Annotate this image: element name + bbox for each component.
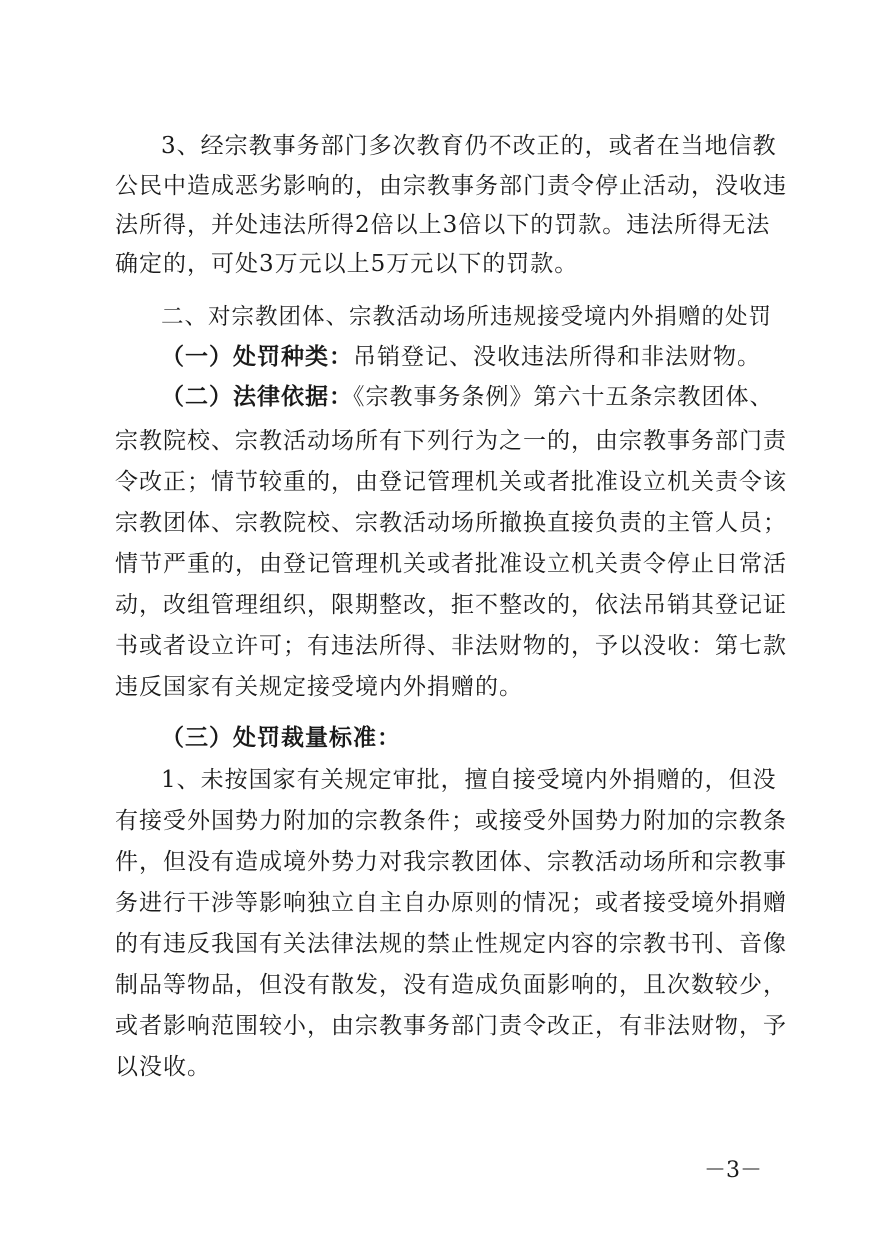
paragraph-line: 令改正；情节较重的，由登记管理机关或者批准设立机关责令该 — [115, 469, 787, 495]
paragraph-line: 情节严重的，由登记管理机关或者批准设立机关责令停止日常活 — [115, 551, 787, 577]
paragraph-line: 的有违反我国有关法律法规的禁止性规定内容的宗教书刊、音像 — [115, 931, 787, 957]
paragraph-line: 法所得，并处违法所得2倍以上3倍以下的罚款。违法所得无法 — [115, 212, 771, 238]
paragraph-line: 确定的，可处3万元以上5万元以下的罚款。 — [115, 251, 579, 277]
paragraph-line: 以没收。 — [115, 1054, 211, 1080]
paragraph-line: 制品等物品，但没有散发，没有造成负面影响的，且次数较少， — [115, 972, 787, 998]
paragraph-line: 书或者设立许可；有违法所得、非法财物的，予以没收：第七款 — [115, 633, 787, 659]
penalty-type-text: 吊销登记、没收违法所得和非法财物。 — [353, 344, 761, 370]
paragraph-line: 3、经宗教事务部门多次教育仍不改正的，或者在当地信教 — [161, 133, 777, 159]
discretion-heading: （三）处罚裁量标准： — [161, 725, 401, 751]
paragraph-line: 动，改组管理组织，限期整改，拒不整改的，依法吊销其登记证 — [115, 592, 787, 618]
paragraph-line: 违反国家有关规定接受境内外捐赠的。 — [115, 674, 523, 700]
paragraph-line: 有接受外国势力附加的宗教条件；或接受外国势力附加的宗教条 — [115, 808, 787, 834]
paragraph-line: 件，但没有造成境外势力对我宗教团体、宗教活动场所和宗教事 — [115, 849, 787, 875]
section-heading: 二、对宗教团体、宗教活动场所违规接受境内外捐赠的处罚 — [161, 304, 773, 330]
legal-basis-label: （二）法律依据： — [161, 384, 353, 410]
paragraph-line: 务进行干涉等影响独立自主自办原则的情况；或者接受境外捐赠 — [115, 890, 787, 916]
legal-basis-line — [115, 377, 775, 417]
page-number: －3－ — [704, 1158, 762, 1183]
paragraph-line: 公民中造成恶劣影响的，由宗教事务部门责令停止活动，没收违 — [115, 173, 787, 199]
penalty-type-line — [115, 337, 775, 377]
penalty-type-label: （一）处罚种类： — [161, 344, 353, 370]
paragraph-line: 或者影响范围较小，由宗教事务部门责令改正，有非法财物，予 — [115, 1013, 787, 1039]
paragraph-line: 宗教院校、宗教活动场所有下列行为之一的，由宗教事务部门责 — [115, 428, 787, 454]
paragraph-line: 1、未按国家有关规定审批，擅自接受境内外捐赠的，但没 — [161, 767, 777, 793]
legal-basis-text: 《宗教事务条例》第六十五条宗教团体、 — [353, 384, 774, 410]
paragraph-line: 宗教团体、宗教院校、宗教活动场所撤换直接负责的主管人员； — [115, 510, 787, 536]
